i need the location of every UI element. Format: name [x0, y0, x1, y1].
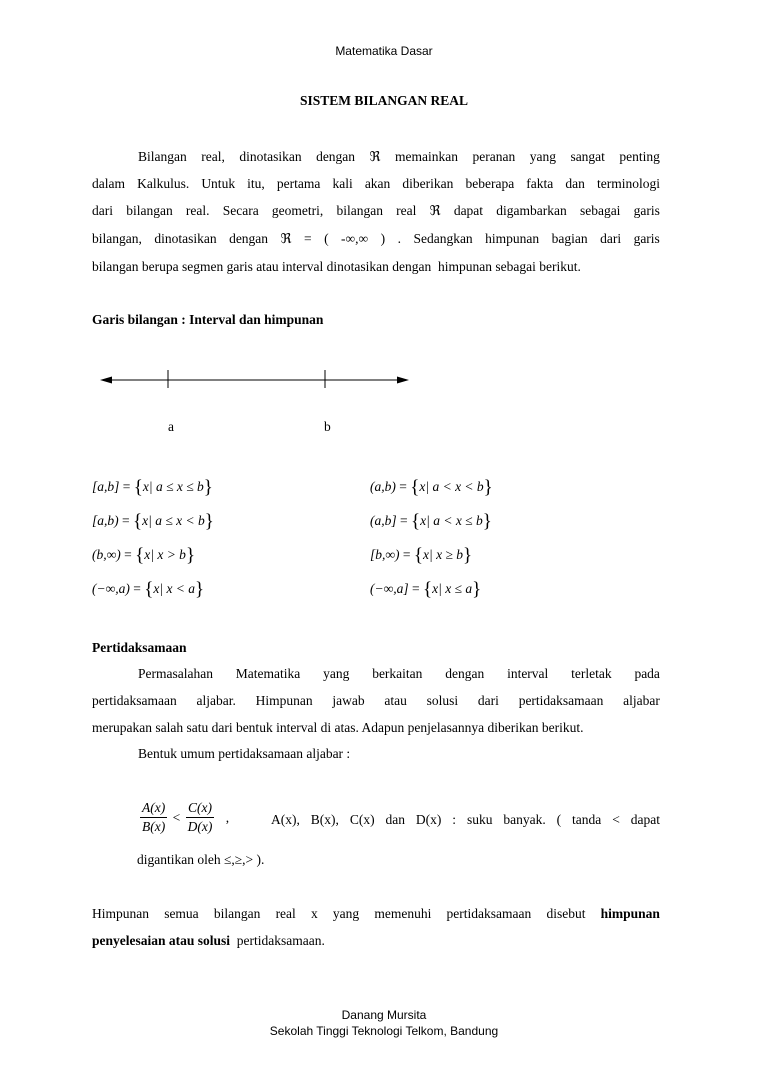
- interval-def-left-2: [a,b) = {x| a ≤ x < b}: [92, 511, 214, 532]
- interval-def-right-2: (a,b] = {x| a < x ≤ b}: [370, 511, 492, 532]
- fraction-a-over-b: $\frac{A(x)}{B(x)}$: [142, 800, 166, 834]
- closing-line-1: Himpunan semua bilangan real x yang memenuhi pertidaksamaan disebut himpunan: [92, 906, 660, 921]
- intro-line-4: bilangan, dinotasikan dengan ℜ = ( -∞,∞ ) . Sedangkan himpunan bagian dari garis: [92, 231, 660, 246]
- left-arrowhead: [100, 377, 112, 384]
- intro-line-1: Bilangan real, dinotasikan dengan ℜ memainkan peranan yang sangat penting: [138, 149, 660, 164]
- closing-line-2: penyelesaian atau solusi pertidaksamaan.: [92, 933, 325, 948]
- replace-note: digantikan oleh ≤,≥,> ).: [137, 852, 265, 867]
- bentuk-umum-text: Bentuk umum pertidaksamaan aljabar :: [138, 746, 351, 761]
- pert-line-3: merupakan salah satu dari bentuk interval di atas. Adapun penjelasannya diberikan berikut.: [92, 720, 584, 735]
- interval-def-left-4: (−∞,a) = {x| x < a}: [92, 579, 205, 600]
- interval-def-right-1: (a,b) = {x| a < x < b}: [370, 477, 493, 498]
- intro-line-5: bilangan berupa segmen garis atau interval dinotasikan dengan himpunan sebagai berikut.: [92, 259, 581, 274]
- right-arrowhead: [397, 377, 409, 384]
- interval-def-right-3: [b,∞) = {x| x ≥ b}: [370, 545, 473, 566]
- section-heading-garis-bilangan: Garis bilangan : Interval dan himpunan: [92, 312, 324, 327]
- interval-def-right-4: (−∞,a] = {x| x ≤ a}: [370, 579, 482, 600]
- intro-line-2: dalam Kalkulus. Untuk itu, pertama kali akan diberikan beberapa fakta dan terminologi: [92, 176, 660, 191]
- footer-author: Danang Mursita: [341, 1008, 427, 1022]
- fraction-c-over-d: $\frac{C(x)}{D(x)}$: [187, 800, 213, 834]
- intro-line-3: dari bilangan real. Secara geometri, bilangan real ℜ dapat digambarkan sebagai garis: [92, 203, 660, 218]
- footer-institution: Sekolah Tinggi Teknologi Telkom, Bandung: [269, 1024, 499, 1038]
- interval-def-left-3: (b,∞) = {x| x > b}: [92, 545, 196, 566]
- general-inequality: $\frac{A(x)}{B(x)}$ < $\frac{C(x)}{D(x)}$ ,: [142, 800, 230, 834]
- label-b: b: [324, 419, 331, 434]
- interval-def-left-1: [a,b] = {x| a ≤ x ≤ b}: [92, 477, 213, 498]
- pert-line-1: Permasalahan Matematika yang berkaitan dengan interval terletak pada: [138, 666, 660, 681]
- label-a: a: [168, 419, 174, 434]
- page-title: SISTEM BILANGAN REAL: [299, 93, 469, 108]
- section-heading-pertidaksamaan: Pertidaksamaan: [92, 640, 187, 655]
- number-line: [98, 366, 414, 394]
- page-header: Matematika Dasar: [335, 44, 433, 58]
- pert-line-2: pertidaksamaan aljabar. Himpunan jawab atau solusi dari pertidaksamaan aljabar: [92, 693, 660, 708]
- inequality-description: A(x), B(x), C(x) dan D(x) : suku banyak. ( tanda < dapat: [271, 812, 660, 827]
